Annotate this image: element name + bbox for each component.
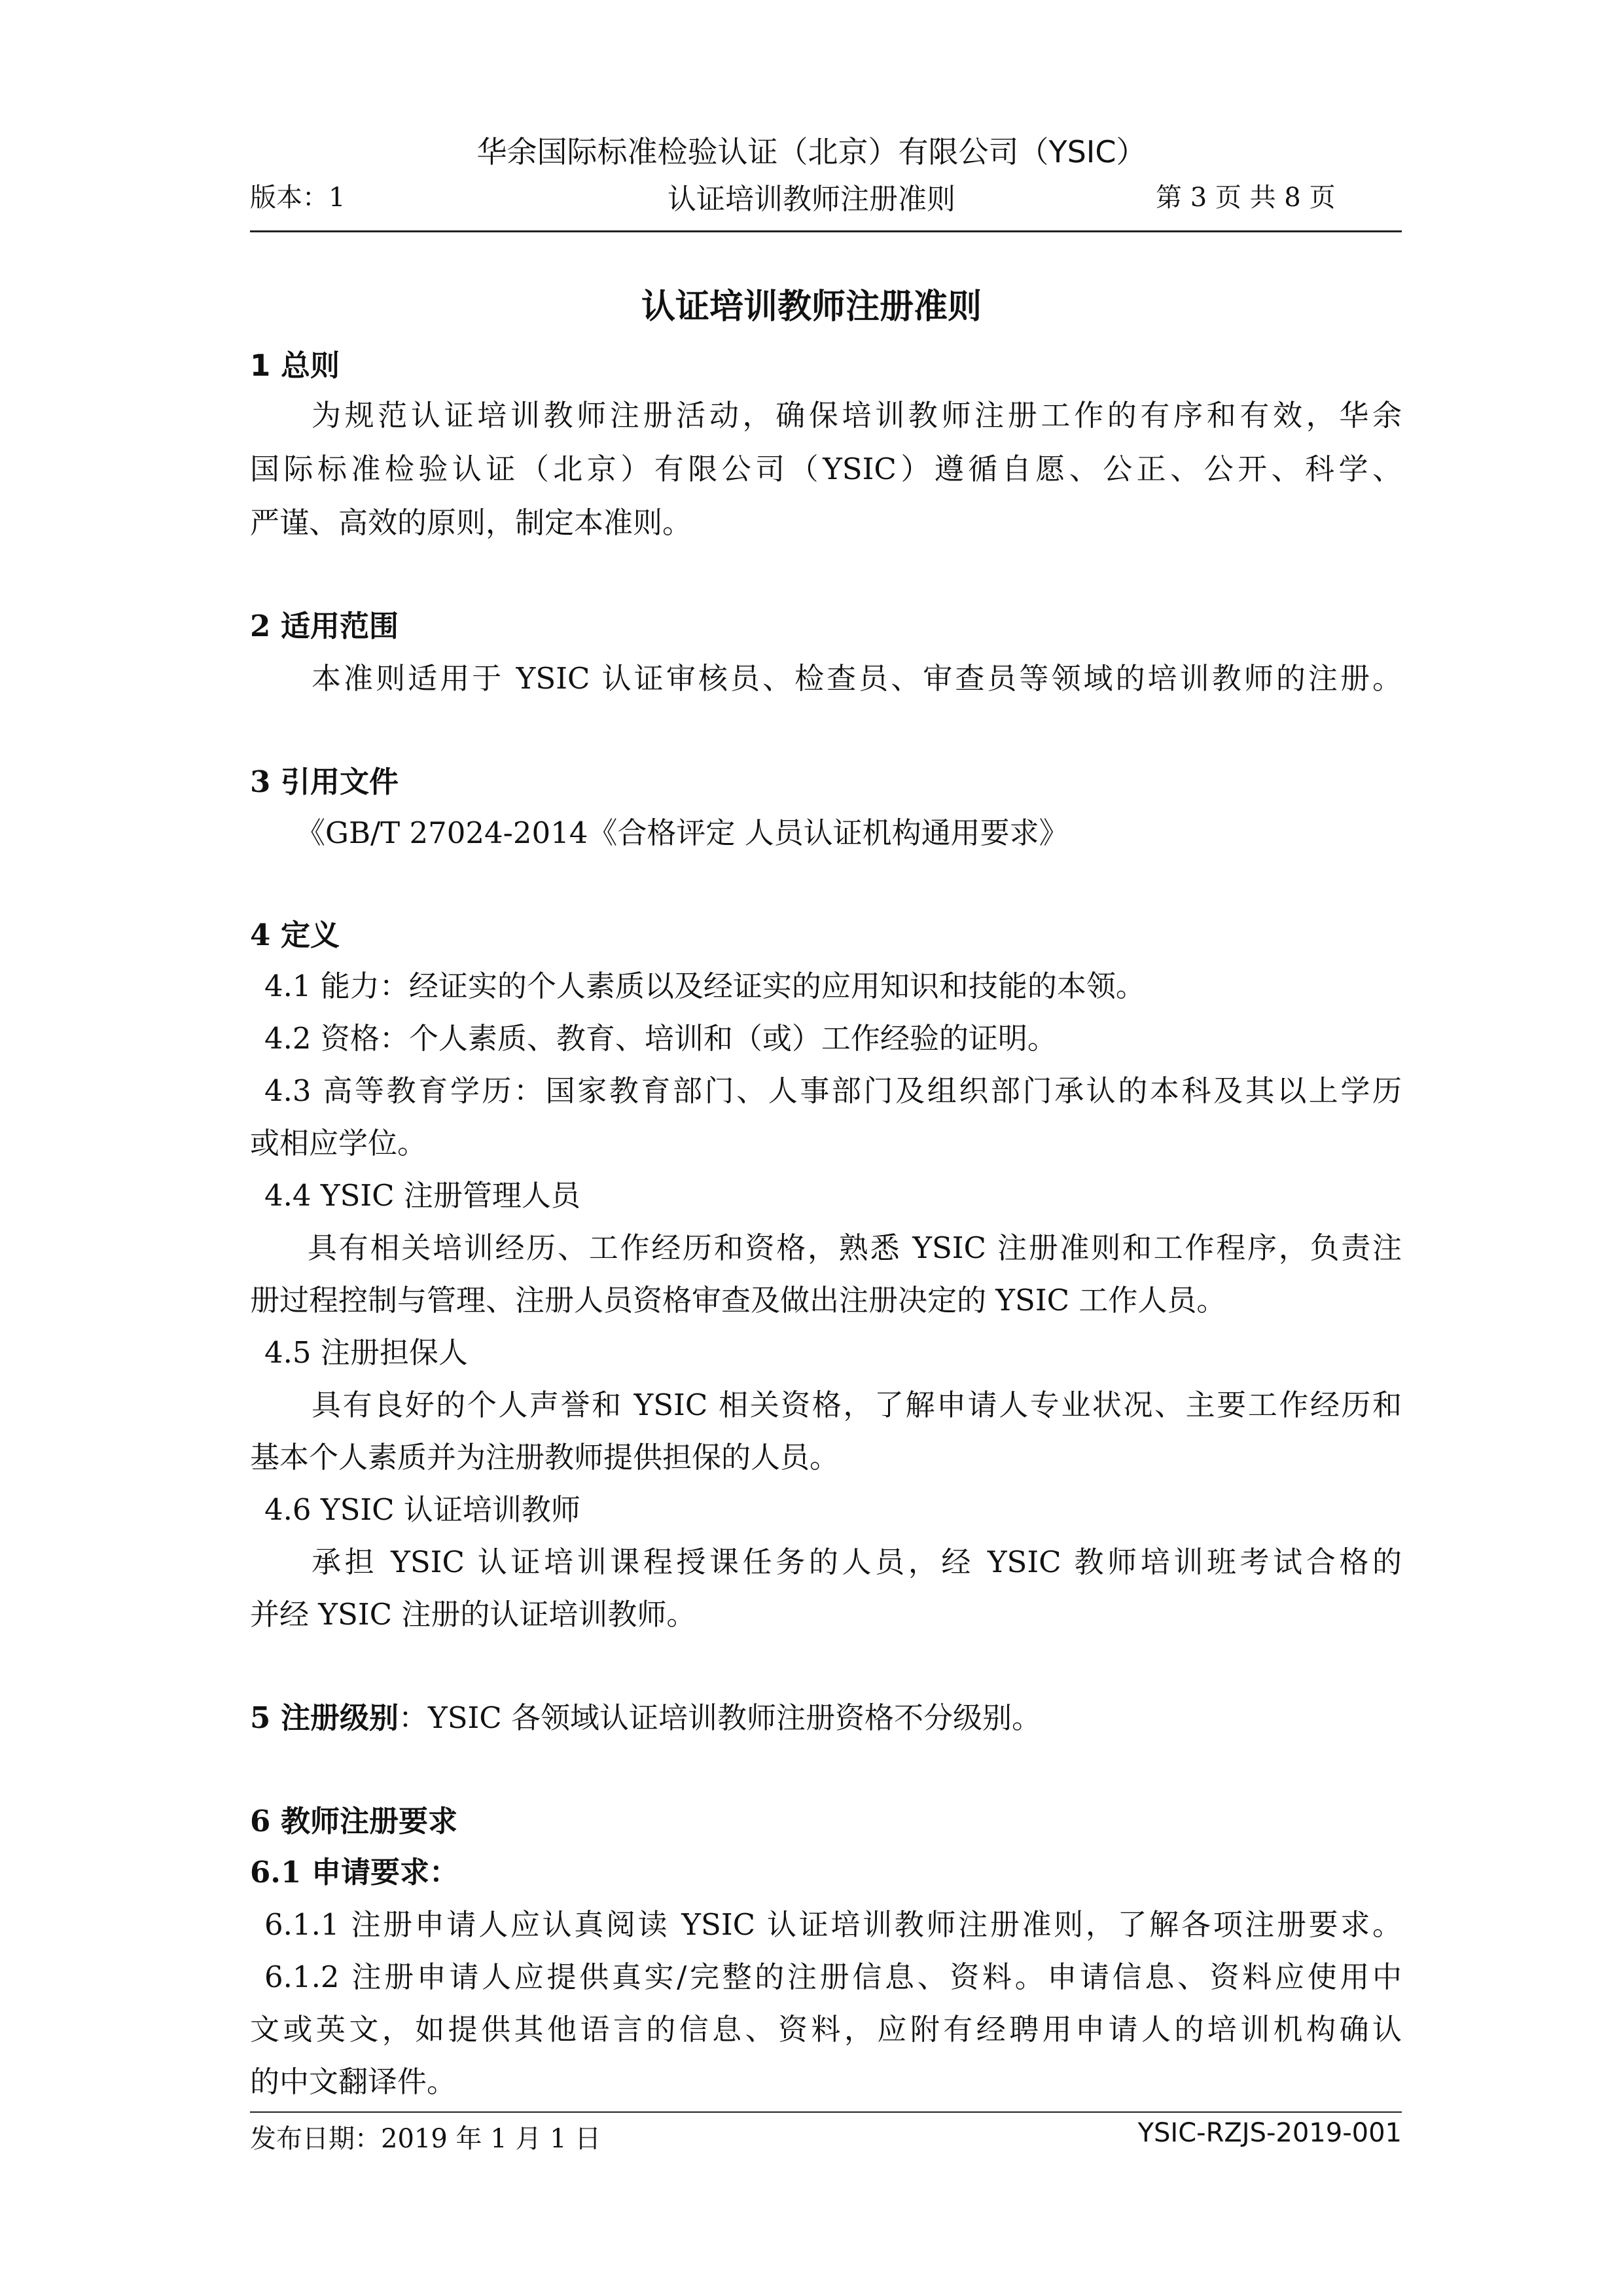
footer-doc-code: YSIC-RZJS-2019-001 xyxy=(1137,2118,1402,2148)
requirement-6-1-2-line-3: 的中文翻译件。 xyxy=(250,2064,457,2099)
header-divider xyxy=(250,230,1402,232)
definition-4-3-line-2: 或相应学位。 xyxy=(250,1126,427,1160)
section-4-heading: 4 定义 xyxy=(250,918,340,952)
header-company: 华余国际标准检验认证（北京）有限公司（YSIC） xyxy=(476,134,1147,170)
page-title: 认证培训教师注册准则 xyxy=(641,287,982,327)
section-5 xyxy=(250,1694,1041,1736)
definition-4-6-line-2: 并经 YSIC 注册的认证培训教师。 xyxy=(250,1597,696,1632)
definition-4-2: 4.2 资格：个人素质、教育、培训和（或）工作经验的证明。 xyxy=(264,1021,1057,1056)
definition-4-4-line-1: 具有相关培训经历、工作经历和资格，熟悉 YSIC 注册准则和工作程序，负责注 xyxy=(308,1230,1402,1265)
header-version: 版本：1 xyxy=(250,183,346,213)
section-2-heading: 2 适用范围 xyxy=(250,609,399,643)
definition-4-4-title: 4.4 YSIC 注册管理人员 xyxy=(264,1178,580,1213)
definition-4-6-line-1: 承担 YSIC 认证培训课程授课任务的人员，经 YSIC 教师培训班考试合格的 xyxy=(312,1545,1402,1579)
footer-publish-date: 发布日期：2019 年 1 月 1 日 xyxy=(250,2124,601,2154)
section-1-line-3: 严谨、高效的原则，制定本准则。 xyxy=(250,505,692,540)
section-1-line-2: 国际标准检验认证（北京）有限公司（YSIC）遵循自愿、公正、公开、科学、 xyxy=(250,452,1402,486)
requirement-6-1-2-line-1: 6.1.2 注册申请人应提供真实/完整的注册信息、资料。申请信息、资料应使用中 xyxy=(264,1960,1402,1994)
section-6-heading: 6 教师注册要求 xyxy=(250,1804,457,1839)
definition-4-5-line-2: 基本个人素质并为注册教师提供担保的人员。 xyxy=(250,1440,840,1475)
section-3-text: 《GB/T 27024-2014《合格评定 人员认证机构通用要求》 xyxy=(296,816,1069,850)
section-2-text: 本准则适用于 YSIC 认证审核员、检查员、审查员等领域的培训教师的注册。 xyxy=(312,661,1402,696)
requirement-6-1-2-line-2: 文或英文，如提供其他语言的信息、资料，应附有经聘用申请人的培训机构确认 xyxy=(250,2012,1402,2047)
footer-divider xyxy=(250,2111,1402,2113)
requirement-6-1-1: 6.1.1 注册申请人应认真阅读 YSIC 认证培训教师注册准则，了解各项注册要求。 xyxy=(264,1907,1402,1942)
definition-4-1: 4.1 能力：经证实的个人素质以及经证实的应用知识和技能的本领。 xyxy=(264,969,1145,1003)
section-3-heading: 3 引用文件 xyxy=(250,764,399,799)
definition-4-6-title: 4.6 YSIC 认证培训教师 xyxy=(264,1492,580,1527)
header-page-info: 第 3 页 共 8 页 xyxy=(1156,183,1336,213)
section-1-heading: 1 总则 xyxy=(250,348,340,383)
section-1-line-1: 为规范认证培训教师注册活动，确保培训教师注册工作的有序和有效，华余 xyxy=(312,398,1402,433)
definition-4-4-line-2: 册过程控制与管理、注册人员资格审查及做出注册决定的 YSIC 工作人员。 xyxy=(250,1283,1226,1318)
section-5-heading: 5 注册级别 xyxy=(250,1700,399,1735)
header-doc-title: 认证培训教师注册准则 xyxy=(668,183,955,216)
definition-4-5-title: 4.5 注册担保人 xyxy=(264,1335,468,1370)
definition-4-3-line-1: 4.3 高等教育学历：国家教育部门、人事部门及组织部门承认的本科及其以上学历 xyxy=(264,1073,1402,1108)
section-5-text: ：YSIC 各领域认证培训教师注册资格不分级别。 xyxy=(398,1700,1042,1735)
section-6-1-heading: 6.1 申请要求： xyxy=(250,1855,459,1890)
definition-4-5-line-1: 具有良好的个人声誉和 YSIC 相关资格，了解申请人专业状况、主要工作经历和 xyxy=(312,1388,1402,1422)
